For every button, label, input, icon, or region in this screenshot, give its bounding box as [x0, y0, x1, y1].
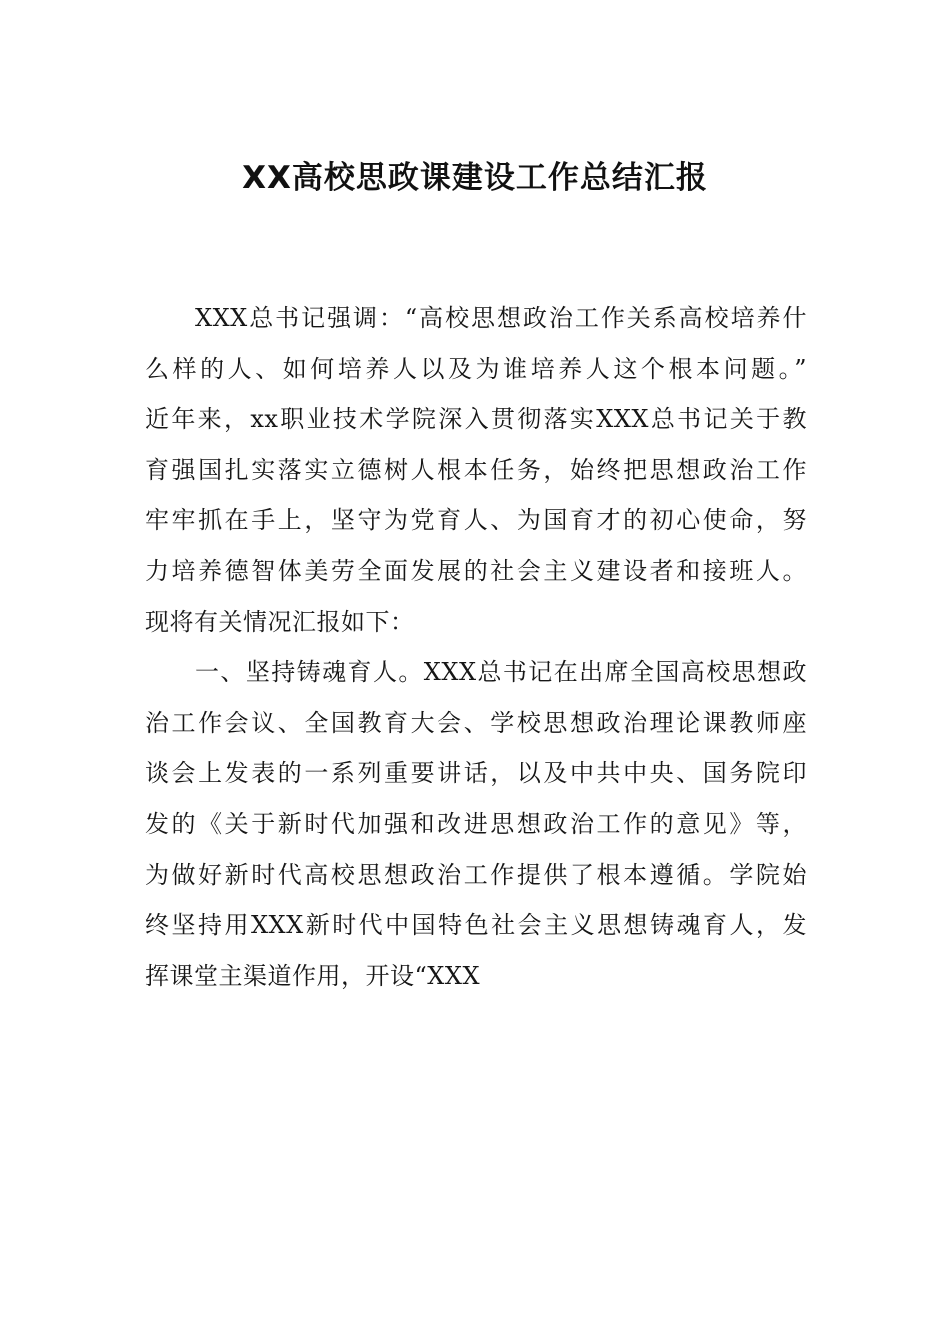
body-line-7: 现将有关情况汇报如下：	[145, 607, 415, 636]
body-line-13: 终坚持用XXX新时代中国特色社会主义思想铸魂育人，发	[145, 911, 807, 940]
body-line-4: 育强国扎实落实立德树人根本任务，始终把思想政治工作	[145, 455, 807, 484]
body-line-6: 力培养德智体美劳全面发展的社会主义建设者和接班人。	[145, 556, 807, 585]
body-line-1: XXX总书记强调：“高校思想政治工作关系高校培养什	[195, 304, 807, 332]
body-line-5: 牢牢抓在手上，坚守为党育人、为国育才的初心使命，努	[145, 506, 807, 535]
body-line-8: 一、坚持铸魂育人。XXX总书记在出席全国高校思想政	[195, 658, 807, 687]
body-line-9: 治工作会议、全国教育大会、学校思想政治理论课教师座	[145, 708, 807, 737]
body-line-10: 谈会上发表的一系列重要讲话，以及中共中央、国务院印	[145, 759, 807, 788]
body-line-2: 么样的人、如何培养人以及为谁培养人这个根本问题。”	[145, 354, 807, 383]
document-body	[145, 293, 807, 1001]
body-line-12: 为做好新时代高校思想政治工作提供了根本遵循。学院始	[145, 860, 807, 889]
body-line-14: 挥课堂主渠道作用，开设“XXX	[145, 961, 481, 990]
body-line-11: 发的《关于新时代加强和改进思想政治工作的意见》等，	[145, 809, 807, 838]
document-title: XX高校思政课建设工作总结汇报	[242, 160, 708, 196]
body-line-3: 近年来，xx职业技术学院深入贯彻落实XXX总书记关于教	[145, 405, 807, 434]
